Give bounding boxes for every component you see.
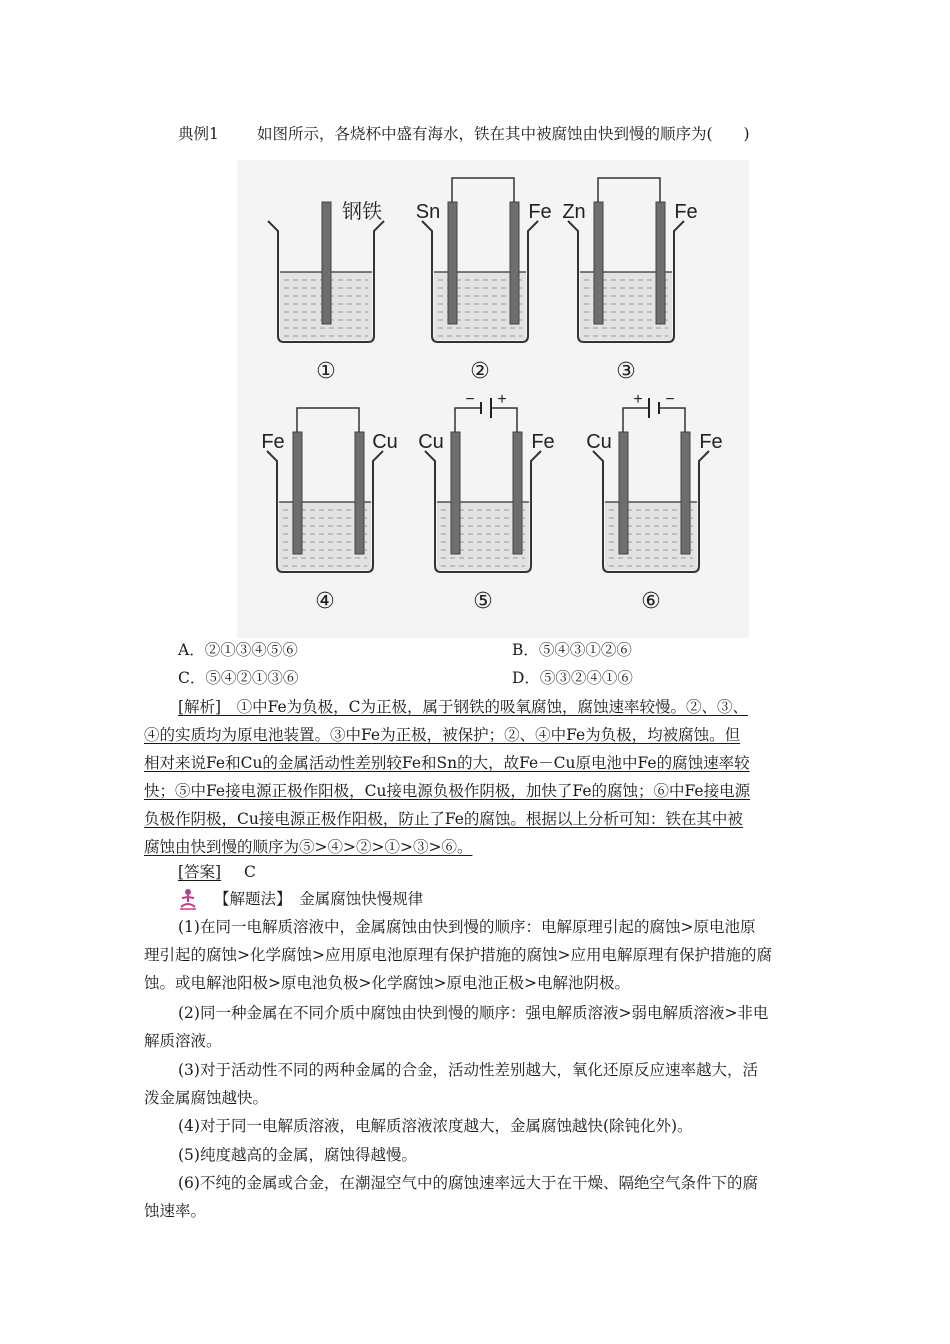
beaker-setup bbox=[416, 178, 552, 384]
beaker-setup bbox=[418, 391, 554, 614]
answer-value: C bbox=[244, 863, 256, 881]
option-a: A．②①③④⑤⑥ bbox=[178, 641, 298, 659]
beaker-setup bbox=[586, 391, 722, 614]
electrode-left bbox=[451, 432, 460, 554]
electrode-right bbox=[355, 432, 364, 554]
electrode-label: 钢铁 bbox=[342, 199, 382, 223]
connecting-wire bbox=[452, 178, 514, 202]
figure-number-label: ② bbox=[470, 359, 490, 384]
connecting-wire bbox=[598, 178, 660, 202]
figure-number-label: ④ bbox=[315, 589, 335, 614]
analysis-line: 快；⑤中Fe接电源正极作阳极，Cu接电源负极作阴极，加快了Fe的腐蚀；⑥中Fe接电源 bbox=[144, 782, 751, 800]
method-line: (1)在同一电解质溶液中，金属腐蚀由快到慢的顺序：电解原理引起的腐蚀>原电池原 bbox=[178, 918, 756, 936]
electrode-label: Fe bbox=[699, 431, 723, 453]
electrode-right bbox=[656, 202, 665, 324]
beaker-setup bbox=[562, 178, 697, 384]
analysis-line: 相对来说Fe和Cu的金属活动性差别较Fe和Sn的大，故Fe－Cu原电池中Fe的腐蚀速率较 bbox=[144, 754, 750, 772]
electrode-right bbox=[513, 432, 522, 554]
method-line: (6)不纯的金属或合金，在潮湿空气中的腐蚀速率远大于在干燥、隔绝空气条件下的腐 bbox=[178, 1174, 758, 1192]
figure-number-label: ⑤ bbox=[473, 589, 493, 614]
analysis-line: [解析] ①中Fe为负极，C为正极，属于钢铁的吸氧腐蚀，腐蚀速率较慢。②、③、 bbox=[178, 698, 749, 716]
analysis-line: 腐蚀由快到慢的顺序为⑤>④>②>①>③>⑥。 bbox=[144, 838, 473, 856]
electrode-label: Cu bbox=[418, 431, 444, 453]
electrode-label: Cu bbox=[372, 431, 398, 453]
figure-number-label: ① bbox=[316, 359, 336, 384]
figure-number-label: ③ bbox=[616, 359, 636, 384]
electrode-label: Cu bbox=[586, 431, 612, 453]
connecting-wire bbox=[623, 408, 649, 432]
method-line: 解质溶液。 bbox=[144, 1032, 222, 1050]
analysis-line: ④的实质均为原电池装置。③中Fe为正极，被保护；②、④中Fe为负极，均被腐蚀。但 bbox=[144, 726, 741, 744]
connecting-wire bbox=[659, 408, 685, 432]
option-c: C．⑤④②①③⑥ bbox=[178, 669, 299, 687]
electrode-left bbox=[448, 202, 457, 324]
connecting-wire bbox=[455, 408, 481, 432]
question-label: 典例1 bbox=[178, 125, 219, 143]
method-line: (3)对于活动性不同的两种金属的合金，活动性差别越大，氧化还原反应速率越大，活 bbox=[178, 1061, 758, 1079]
answer-label: [答案] bbox=[178, 863, 222, 881]
electrode-label: Fe bbox=[528, 201, 552, 223]
option-d: D．⑤③②④①⑥ bbox=[512, 669, 633, 687]
battery-sign: + bbox=[633, 391, 643, 408]
electrode-label: Zn bbox=[562, 201, 586, 223]
electrode-left bbox=[293, 432, 302, 554]
steel-electrode bbox=[322, 202, 331, 324]
electrode-left bbox=[594, 202, 603, 324]
electrode-label: Fe bbox=[261, 431, 285, 453]
analysis-line: 负极作阴极，Cu接电源正极作阳极，防止了Fe的腐蚀。根据以上分析可知：铁在其中被 bbox=[144, 810, 743, 828]
figure-number-label: ⑥ bbox=[641, 589, 661, 614]
electrode-label: Sn bbox=[415, 201, 441, 223]
method-line: (5)纯度越高的金属，腐蚀得越慢。 bbox=[178, 1146, 417, 1164]
connecting-wire bbox=[491, 408, 517, 432]
option-b: B．⑤④③①②⑥ bbox=[512, 641, 632, 659]
question-stem: 如图所示，各烧杯中盛有海水，铁在其中被腐蚀由快到慢的顺序为( ) bbox=[257, 125, 750, 143]
method-line: 蚀。或电解池阳极>原电池负极>化学腐蚀>原电池正极>电解池阴极。 bbox=[144, 974, 630, 992]
method-line: 蚀速率。 bbox=[144, 1202, 207, 1220]
method-line: 理引起的腐蚀>化学腐蚀>应用原电池原理有保护措施的腐蚀>应用电解原理有保护措施的腐 bbox=[144, 946, 772, 964]
connecting-wire bbox=[297, 408, 359, 432]
electrode-right bbox=[510, 202, 519, 324]
beaker-setup bbox=[261, 408, 397, 614]
method-title: 【解题法】 金属腐蚀快慢规律 bbox=[214, 890, 424, 908]
battery-sign: − bbox=[665, 391, 675, 408]
electrode-label: Fe bbox=[674, 201, 698, 223]
electrochemistry-figure bbox=[237, 160, 749, 638]
electrode-label: Fe bbox=[531, 431, 555, 453]
electrode-left bbox=[619, 432, 628, 554]
method-line: 泼金属腐蚀越快。 bbox=[144, 1089, 269, 1107]
battery-sign: − bbox=[465, 391, 475, 408]
meditating-person-icon bbox=[178, 888, 198, 910]
method-line: (4)对于同一电解质溶液，电解质溶液浓度越大，金属腐蚀越快(除钝化外)。 bbox=[178, 1117, 693, 1135]
beaker-setup bbox=[268, 199, 384, 384]
electrode-right bbox=[681, 432, 690, 554]
method-line: (2)同一种金属在不同介质中腐蚀由快到慢的顺序：强电解质溶液>弱电解质溶液>非电 bbox=[178, 1004, 769, 1022]
battery-sign: + bbox=[497, 391, 507, 408]
